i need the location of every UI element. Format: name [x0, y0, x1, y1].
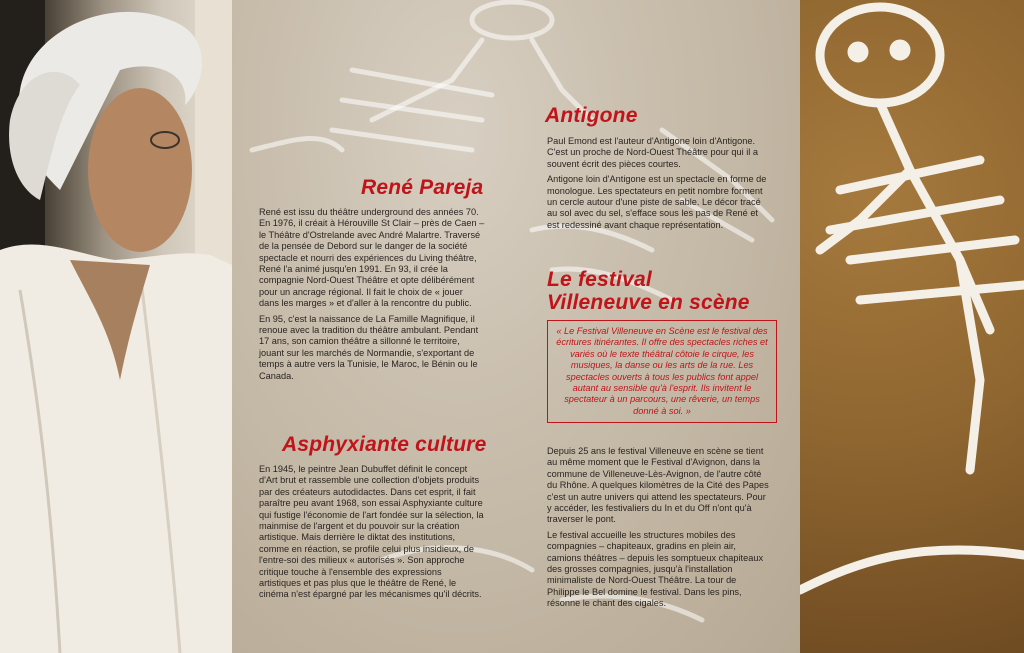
festival-paragraph-2: Le festival accueille les structures mobiles des compagnies – chapiteaux, gradins en plein air, camions théâtres – depuis les somptueux chapiteaux des grosses compagnies, jusqu'à l'installation minimaliste de Nord-Ouest Théâtre. La tour de Philippe le Bel domine le festival. Dans les pins, résonne le chant des cigales.: [547, 529, 764, 609]
rene-pareja-body: [259, 207, 485, 386]
festival-heading-line2: Villeneuve en scène: [547, 291, 750, 314]
asphyx-paragraph-1: En 1945, le peintre Jean Dubuffet définit le concept d'Art brut et rassemble une collection d'objets produits par des créateurs autodidactes. Dans cet esprit, il fait paraître peu avant 1968, son essai Asphyxiante culture qui fustige l'économie de l'art fondée sur la sélection, la mainmise de l'argent et du pouvoir sur la création artistique. Mais derrière le diktat des institutions, comme en réaction, se profile celui plus insidieux, de l'entre-soi des milieux « autorisés ». Son approche critique touche à l'ensemble des expressions artistiques et pas plus que le théâtre de René, le cinéma n'est épargné par les mécanismes qu'il décrits.: [259, 464, 484, 600]
festival-heading-line1: Le festival: [547, 268, 652, 291]
rene-pareja-heading: René Pareja: [361, 176, 484, 199]
portrait-illustration: [0, 0, 232, 653]
festival-quote-box: « Le Festival Villeneuve en Scène est le festival des écritures itinérantes. Il offre des spectacles riches et variés où le texte théâtral côtoie le cirque, les musiques, la danse ou les arts de la rue. Les spectacles ouverts à tous les publics font appel autant au sensible qu'à l'esprit. Ils invitent le spectateur à un parcours, une rêverie, un temps donné à soi. »: [547, 320, 777, 423]
rene-paragraph-2: En 95, c'est la naissance de La Famille Magnifique, il renoue avec la tradition du théâtre ambulant. Pendant 17 ans, son camion théâtre a sillonné le territoire, jouant sur les marchés de Normandie, s'exportant de temps à autre vers la Tunisie, le Maroc, le Bénin ou le Canada.: [259, 313, 479, 381]
antigone-paragraph-2: Antigone loin d'Antigone est un spectacle en forme de monologue. Les spectateurs en petit nombre forment un cercle autour d'une piste de sable. Le décor tracé au sol avec du sel, s'efface sous les pas de René et est redessiné avant chaque représentation.: [547, 174, 767, 230]
article-panel: [232, 0, 800, 653]
antigone-body: [547, 136, 769, 235]
rene-paragraph-1: René est issu du théâtre underground des années 70. En 1976, il créait à Hérouville St Clair – près de Caen – le Théâtre d'Ostrelande avec André Malartre. Traversé de la pensée de Debord sur le danger de la société spectacle et nourri des expériences du Living théâtre, René l'a animé jusqu'en 1991. En 93, il crée la compagnie Nord-Ouest Théâtre et opte délibérément pour un ancrage régional. Il fait le choix de « jouer dans les marges » et d'aller à la rencontre du public.: [259, 207, 485, 309]
festival-body: [547, 446, 769, 614]
salt-figure-illustration: [800, 0, 1024, 653]
portrait-photo: [0, 0, 232, 653]
festival-paragraph-1: Depuis 25 ans le festival Villeneuve en scène se tient au même moment que le Festival d'Avignon, dans la commune de Villeneuve-Lès-Avignon, de l'autre côté du Rhône. A quelques kilomètres de la Cité des Papes c'est un autre univers qui attend les spectateurs. Pour y accéder, les festivaliers du In et du Off n'ont qu'à traverser le pont.: [547, 446, 769, 525]
asphyxiante-culture-body: [259, 464, 485, 605]
asphyxiante-culture-heading: Asphyxiante culture: [282, 433, 487, 456]
sand-figure-photo: [800, 0, 1024, 653]
antigone-paragraph-1: Paul Emond est l'auteur d'Antigone loin d'Antigone. C'est un proche de Nord-Ouest Théâtre pour qui il a souvent écrit des pièces courtes.: [547, 136, 758, 169]
antigone-heading: Antigone: [545, 104, 638, 127]
